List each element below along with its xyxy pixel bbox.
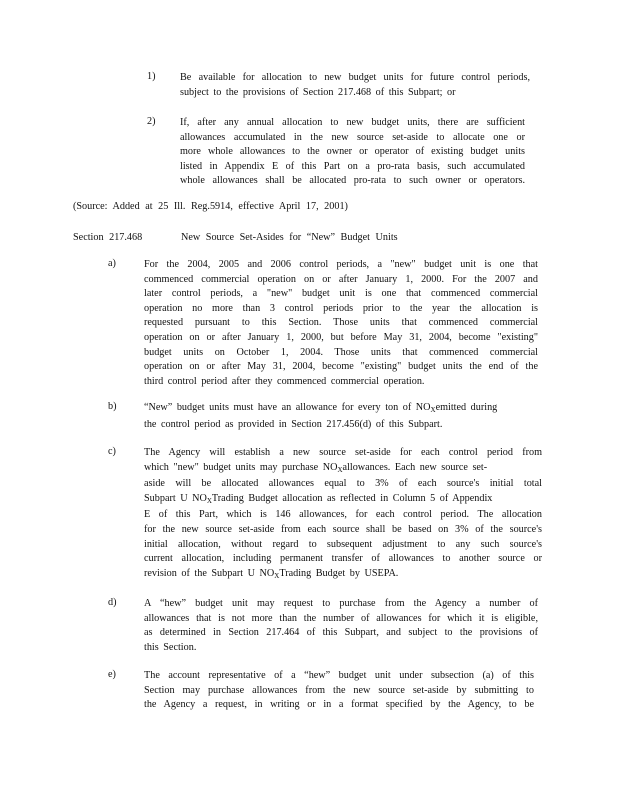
text-line: Be available for allocation to new budget units for future control periods,: [180, 72, 530, 83]
text-line: operation no more than 3 control periods prior to the year the allocation is: [144, 302, 538, 314]
text-line: The Agency will establish a new source set-aside for each control period from: [144, 447, 542, 458]
text-line: third control period after they commenced commercial operation.: [144, 375, 425, 387]
text-line: the control period as provided in Section 217.456(d) of this Subpart.: [144, 418, 443, 430]
text-line: allowances that is not more than the number of allowances for which it is eligible,: [144, 612, 538, 624]
subsection-marker: e): [108, 669, 116, 680]
text-line: listed in Appendix E of this Part on a pro-rata basis, such accumulated: [180, 160, 525, 172]
text-line: this Section.: [144, 641, 197, 653]
text-line: budget units on October 1, 2004. Those units that commenced commercial: [144, 346, 538, 358]
text-line: revision of the Subpart U $NO_XTrading$ Budget by USEPA.: [144, 567, 399, 580]
text-line: The account representative of a “hew” budget unit under subsection (a) of this: [144, 670, 534, 681]
text-line: which "new" budget units may purchase $NO_Xallowances$. Each new source set-: [144, 461, 488, 474]
text-line: “New” budget units must have an allowance for every ton of $NO_Xemitted$ during: [144, 402, 498, 414]
subsection-marker: d): [108, 597, 117, 608]
subscript: X: [206, 496, 212, 505]
subscript: X: [430, 406, 436, 414]
list-marker: 1): [147, 71, 156, 82]
text-line: current allocation, including permanent transfer of allowances to another source or: [144, 553, 542, 565]
text-line: aside will be allocated allowances equal to 3% of each source's initial total: [144, 478, 542, 490]
source-note: (Source: Added at 25 Ill. Reg.5914, effective April 17, 2001): [73, 201, 348, 212]
text-line: Section may purchase allowances from the new source set-aside by submitting to: [144, 684, 534, 696]
text-line: E of this Part, which is 146 allowances, for each control period. The allocation: [144, 509, 542, 521]
text-line: subject to the provisions of Section 217.468 of this Subpart; or: [180, 86, 456, 98]
text-line: initial allocation, without regard to subsequent adjustment to any such source's: [144, 538, 542, 550]
text-line: as determined in Section 217.464 of this Subpart, and subject to the provisions of: [144, 627, 538, 639]
section-title: New Source Set-Asides for “New” Budget Units: [181, 232, 398, 243]
subsection-marker: a): [108, 258, 116, 269]
text-line: A “hew” budget unit may request to purchase from the Agency a number of: [144, 598, 538, 609]
section-number: Section 217.468: [73, 232, 143, 243]
text-line: allowances accumulated in the new source set-aside to allocate one or: [180, 131, 525, 143]
list-marker: 2): [147, 116, 156, 127]
text-line: operation on or after May 31, 2004, become "existing" budget units the end of the: [144, 361, 538, 373]
text-line: more whole allowances to the owner or operator of existing budget units: [180, 146, 525, 158]
subscript: X: [274, 571, 280, 580]
text-line: Subpart U $NO_XTrading$ Budget allocation as reflected in Column 5 of Appendix: [144, 492, 493, 505]
text-line: If, after any annual allocation to new budget units, there are sufficient: [180, 117, 525, 128]
text-line: requested pursuant to this Section. Those units that commenced commercial: [144, 317, 538, 329]
text-line: For the 2004, 2005 and 2006 control periods, a "new" budget unit is one that: [144, 259, 538, 270]
text-line: later control periods, a "new" budget unit is one that commenced commercial: [144, 288, 538, 300]
text-line: operation on or after January 1, 2000, but before May 31, 2004, become "existing": [144, 331, 538, 343]
subsection-marker: c): [108, 446, 116, 457]
text-line: the Agency a request, in writing or in a format specified by the Agency, to be: [144, 699, 534, 711]
text-line: for the new source set-aside from each source shall be based on 3% of the source's: [144, 523, 542, 535]
text-line: commenced commercial operation on or after January 1, 2000. For the 2007 and: [144, 273, 538, 285]
subscript: X: [337, 465, 343, 474]
subsection-marker: b): [108, 401, 117, 412]
text-line: whole allowances shall be allocated pro-rata to such owner or operators.: [180, 175, 525, 187]
